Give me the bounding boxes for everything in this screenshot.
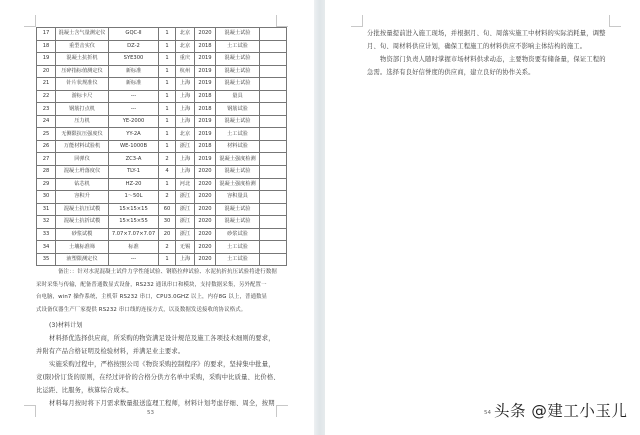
cell-remark (260, 140, 287, 153)
cell-remark (260, 191, 287, 204)
cell-model: 标准 (109, 241, 159, 254)
cell-year: 2020 (195, 28, 216, 41)
cell-purpose: 土工试验 (216, 241, 260, 254)
cell-origin: 上海 (176, 253, 195, 266)
cell-model: 新标准 (109, 78, 159, 91)
cell-year: 2019 (195, 128, 216, 141)
cell-model: GQC-Ⅱ (109, 28, 159, 41)
cell-remark (260, 78, 287, 91)
cell-year: 2019 (195, 78, 216, 91)
cell-quantity: 30 (159, 216, 176, 229)
cell-remark (260, 40, 287, 53)
table-row (37, 203, 287, 216)
cell-row-number: 19 (37, 53, 56, 66)
cell-year: 2018 (195, 103, 216, 116)
cell-quantity: 1 (159, 128, 176, 141)
cell-origin: 浙江 (176, 203, 195, 216)
cell-origin: 浙江 (176, 140, 195, 153)
cell-model: --- (109, 103, 159, 116)
paragraph-line: 急需。选择有良好信誉度的供应商，建立良好的协作关系。 (367, 69, 535, 76)
cell-origin: 上海 (176, 115, 195, 128)
page-number: 54 (484, 410, 491, 416)
cell-remark (260, 178, 287, 191)
watermark: 头条 @建工小玉儿 (494, 402, 628, 420)
cell-quantity: 1 (159, 90, 176, 103)
cell-model: 1～50L (109, 191, 159, 204)
cell-equipment-name: 砂浆试模 (56, 228, 109, 241)
cell-model: 7.07×7.07×7.07 (109, 228, 159, 241)
cell-remark (260, 103, 287, 116)
cell-origin: 上海 (176, 78, 195, 91)
paragraph-line: 月、旬、周材料供应计划，确保工程施工的材料供应不影响主体结构的施工。 (367, 43, 587, 50)
cell-year: 2019 (195, 115, 216, 128)
cell-equipment-name: 游标卡尺 (56, 90, 109, 103)
equipment-table (36, 27, 287, 266)
cell-equipment-name: 混凝土坍落度仪 (56, 166, 109, 179)
table-row (37, 191, 287, 204)
cell-purpose: 混凝土试验 (216, 53, 260, 66)
cell-model: --- (109, 253, 159, 266)
table-row (37, 40, 287, 53)
cell-model: SYE300 (109, 53, 159, 66)
cell-equipment-name: 混凝土含气量测定仪 (56, 28, 109, 41)
cell-row-number: 22 (37, 90, 56, 103)
cell-origin: 浙江 (176, 228, 195, 241)
section-heading: (3)材料计划 (49, 322, 83, 329)
cell-year: 2020 (195, 203, 216, 216)
cell-equipment-name: 压碎指标值测定仪 (56, 65, 109, 78)
cell-origin: 河北 (176, 178, 195, 191)
paragraph-line: 并附有产品合格证明及检验材料，并满足业主要求。 (36, 348, 185, 355)
note-line: 采时采集与传输，配备普通数显式设备，RS232 通讯串口和模块，支持数据采集，另外配置一 (36, 281, 267, 288)
cell-quantity: 1 (159, 65, 176, 78)
table-row (37, 166, 287, 179)
cell-purpose: 土工试验 (216, 128, 260, 141)
table-row (37, 241, 287, 254)
cell-equipment-name: 回弹仪 (56, 153, 109, 166)
cell-model: 15×15×55 (109, 216, 159, 229)
cell-equipment-name: 混凝土抗折机 (56, 53, 109, 66)
cell-year: 2020 (195, 178, 216, 191)
cell-equipment-name: 液塑限测定仪 (56, 253, 109, 266)
cell-model: --- (109, 90, 159, 103)
cell-year: 2020 (195, 216, 216, 229)
page-number: 53 (147, 410, 154, 416)
cell-year: 2019 (195, 153, 216, 166)
cell-quantity: 1 (159, 28, 176, 41)
table-row (37, 115, 287, 128)
cell-equipment-name: 压力机 (56, 115, 109, 128)
cell-origin: 杭州 (176, 65, 195, 78)
cell-origin: 北京 (176, 28, 195, 41)
cell-row-number: 30 (37, 191, 56, 204)
cell-remark (260, 228, 287, 241)
cell-remark (260, 128, 287, 141)
note-line: 备注：：针对水泥混凝土试件力学性能试验、钢筋拉伸试验、水泥抗折抗压试验将进行数据 (58, 269, 277, 275)
cell-remark (260, 253, 287, 266)
cell-purpose: 土工试验 (216, 40, 260, 53)
cell-purpose: 混凝土强度检测 (216, 153, 260, 166)
table-row (37, 90, 287, 103)
cell-purpose: 混凝土试验 (216, 65, 260, 78)
cell-year: 2019 (195, 53, 216, 66)
cell-equipment-name: 容积升 (56, 191, 109, 204)
cell-row-number: 29 (37, 178, 56, 191)
cell-quantity: 1 (159, 178, 176, 191)
cell-year: 2020 (195, 253, 216, 266)
table-row (37, 178, 287, 191)
cell-row-number: 23 (37, 103, 56, 116)
cell-row-number: 24 (37, 115, 56, 128)
margin-corner-mark (24, 15, 36, 27)
table-row (37, 216, 287, 229)
cell-origin: 无锡 (176, 241, 195, 254)
paragraph-line: 比运距、比服务，核算综合成本。 (36, 387, 133, 394)
margin-corner-mark (351, 15, 363, 27)
cell-quantity: 20 (159, 228, 176, 241)
cell-row-number: 31 (37, 203, 56, 216)
cell-row-number: 18 (37, 40, 56, 53)
cell-equipment-name: 土壤标准筛 (56, 241, 109, 254)
cell-year: 2020 (195, 166, 216, 179)
cell-quantity: 2 (159, 241, 176, 254)
paragraph-line: 物资部门负责人随时掌握市场材料供求动态，主要物资要有储备量，保证工程的 (380, 56, 606, 63)
cell-equipment-name: 万能材料试验机 (56, 140, 109, 153)
cell-remark (260, 166, 287, 179)
cell-model: WE-1000B (109, 140, 159, 153)
document-page-54 (325, 0, 640, 435)
cell-equipment-name: 针片状规准仪 (56, 78, 109, 91)
cell-equipment-name: 钻芯机 (56, 178, 109, 191)
cell-row-number: 21 (37, 78, 56, 91)
note-line: 式设备仪器生产厂家提供 RS232 串口线的连接方式，以及数据发送接收的协议格式。 (36, 306, 247, 313)
table-row (37, 128, 287, 141)
table-row (37, 78, 287, 91)
cell-model: ZC3-A (109, 153, 159, 166)
cell-row-number: 27 (37, 153, 56, 166)
cell-remark (260, 115, 287, 128)
cell-model: TLY-1 (109, 166, 159, 179)
paragraph-line: 竞(限)价订货的原则，在经过评价的合格分供方名单中采购，采购中比质量、比价格、 (36, 374, 280, 381)
table-note (36, 266, 288, 316)
cell-model: 新标准 (109, 65, 159, 78)
cell-year: 2018 (195, 40, 216, 53)
cell-model: YE-2000 (109, 115, 159, 128)
table-row (37, 228, 287, 241)
cell-equipment-name: 钢筋打点机 (56, 103, 109, 116)
cell-origin: 重庆 (176, 53, 195, 66)
cell-model: DZ-2 (109, 40, 159, 53)
cell-remark (260, 216, 287, 229)
document-page-53 (0, 0, 314, 435)
cell-quantity: 2 (159, 153, 176, 166)
cell-model: YY-2A (109, 128, 159, 141)
body-text (367, 27, 623, 79)
cell-equipment-name: 混凝土抗压试模 (56, 203, 109, 216)
cell-row-number: 34 (37, 241, 56, 254)
cell-origin: 北京 (176, 40, 195, 53)
cell-purpose: 混凝土试验 (216, 78, 260, 91)
cell-origin: 上海 (176, 103, 195, 116)
cell-purpose: 土工试验 (216, 253, 260, 266)
cell-origin: 北京 (176, 128, 195, 141)
cell-row-number: 32 (37, 216, 56, 229)
cell-quantity: 2 (159, 191, 176, 204)
cell-year: 2020 (195, 241, 216, 254)
margin-corner-mark (24, 405, 36, 417)
cell-equipment-name: 混凝土抗折试模 (56, 216, 109, 229)
table-row (37, 140, 287, 153)
table-row (37, 65, 287, 78)
cell-quantity: 60 (159, 203, 176, 216)
cell-purpose: 混凝土试验 (216, 28, 260, 41)
cell-quantity: 1 (159, 103, 176, 116)
table-row (37, 103, 287, 116)
page-gutter (314, 0, 325, 435)
cell-year: 2020 (195, 228, 216, 241)
cell-quantity: 1 (159, 253, 176, 266)
cell-quantity: 4 (159, 166, 176, 179)
cell-row-number: 25 (37, 128, 56, 141)
cell-remark (260, 65, 287, 78)
cell-quantity: 1 (159, 140, 176, 153)
margin-corner-mark (276, 15, 288, 27)
cell-remark (260, 153, 287, 166)
cell-model: 15×15×15 (109, 203, 159, 216)
paragraph-line: 材料每月按时将下月需求数量报送监理工程师，材料计划考虑仔细、周全，按期 (49, 400, 275, 407)
cell-year: 2018 (195, 90, 216, 103)
body-text (36, 332, 292, 410)
cell-purpose: 混凝土强度检测 (216, 178, 260, 191)
cell-equipment-name: 无侧限抗压强度仪 (56, 128, 109, 141)
cell-purpose: 材料试验 (216, 140, 260, 153)
cell-origin: 上海 (176, 90, 195, 103)
cell-equipment-name: 重型击实仪 (56, 40, 109, 53)
cell-quantity: 1 (159, 53, 176, 66)
paragraph-line: 材料择优选择供应商，所采购的物资满足设计规范及施工各项技术细则的要求， (49, 335, 275, 342)
cell-quantity: 1 (159, 78, 176, 91)
cell-row-number: 35 (37, 253, 56, 266)
cell-purpose: 混凝土试验 (216, 203, 260, 216)
cell-purpose: 混凝土试验 (216, 166, 260, 179)
table-row (37, 53, 287, 66)
cell-remark (260, 90, 287, 103)
cell-purpose: 量具 (216, 90, 260, 103)
cell-row-number: 26 (37, 140, 56, 153)
cell-remark (260, 28, 287, 41)
cell-model: HZ-20 (109, 178, 159, 191)
cell-remark (260, 241, 287, 254)
cell-purpose: 容积量具 (216, 191, 260, 204)
paragraph-line: 实施采购过程中，严格按照公司《物资采购控制程序》的要求，坚持集中批量， (49, 361, 275, 368)
cell-year: 2018 (195, 140, 216, 153)
cell-quantity: 1 (159, 115, 176, 128)
cell-origin: 浙江 (176, 191, 195, 204)
table-row (37, 253, 287, 266)
cell-remark (260, 53, 287, 66)
cell-purpose: 混凝土试验 (216, 216, 260, 229)
cell-quantity: 1 (159, 40, 176, 53)
cell-origin: 上海 (176, 153, 195, 166)
cell-origin: 浙江 (176, 216, 195, 229)
cell-row-number: 20 (37, 65, 56, 78)
cell-row-number: 28 (37, 166, 56, 179)
paragraph-line: 分批按量提前进入施工现场，并根据月、旬、周落实施工中材料的实际消耗量，调整 (367, 30, 606, 37)
cell-origin: 上海 (176, 166, 195, 179)
cell-remark (260, 203, 287, 216)
note-line: 台电脑，win7 操作系统，主机带 RS232 串口，CPU3.0GHZ 以上，内存8G 以上，普通数显 (36, 294, 268, 300)
cell-year: 2019 (195, 65, 216, 78)
cell-purpose: 钢筋试验 (216, 103, 260, 116)
table-row (37, 28, 287, 41)
margin-corner-mark (609, 15, 621, 27)
cell-row-number: 17 (37, 28, 56, 41)
cell-purpose: 混凝土试验 (216, 115, 260, 128)
cell-purpose: 砂浆试验 (216, 228, 260, 241)
cell-year: 2020 (195, 191, 216, 204)
table-row (37, 153, 287, 166)
cell-row-number: 33 (37, 228, 56, 241)
